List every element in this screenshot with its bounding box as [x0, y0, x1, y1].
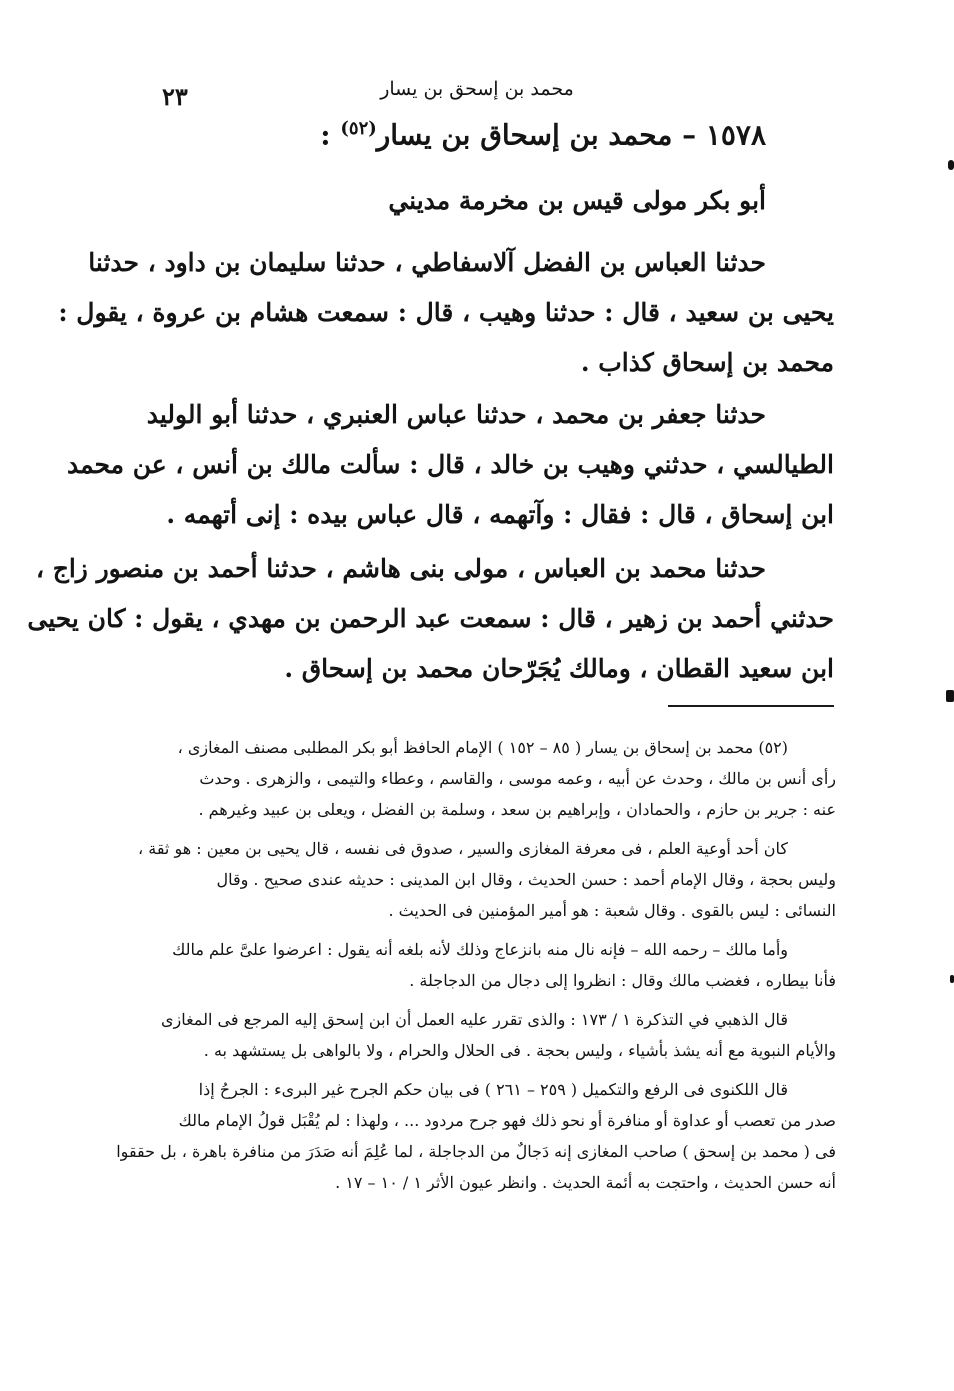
text-line: حدثني أحمد بن زهير ، قال : سمعت عبد الرحمن بن مهدي ، يقول : كان يحيى: [27, 604, 834, 633]
footnotes-section: [118, 732, 836, 1206]
entry-number: ١٥٧٨: [705, 118, 766, 152]
text-line: الطيالسي ، حدثني وهيب بن خالد ، قال : سألت مالك بن أنس ، عن محمد: [66, 450, 834, 479]
footnote-line: (٥٢) محمد بن إسحاق بن يسار ( ٨٥ – ١٥٢ ) الإمام الحافظ أبو بكر المطلبى مصنف المغازى ،: [177, 738, 788, 757]
entry-kunya: أبو بكر مولى قيس بن مخرمة مديني: [388, 186, 766, 215]
narration-paragraph: [66, 390, 834, 540]
text-line: محمد بن إسحاق كذاب .: [580, 348, 834, 377]
header-title: محمد بن إسحق بن يسار: [380, 78, 574, 100]
footnote-line: عنه : جرير بن حازم ، والحمادان ، وإبراهيم بن سعد ، وسلمة بن الفضل ، ويعلى بن عبيد وغيرهم .: [198, 800, 836, 819]
footnote-paragraph: [118, 833, 836, 926]
footnote-divider: [668, 705, 834, 707]
footnote-paragraph: [118, 732, 836, 825]
text-line: حدثنا جعفر بن محمد ، حدثنا عباس العنبري ، حدثنا أبو الوليد: [146, 400, 766, 429]
footnote-line: رأى أنس بن مالك ، وحدث عن أبيه ، وعمه موسى ، والقاسم ، وعطاء والتيمى ، والزهرى . وحدث: [199, 769, 836, 788]
footnote-line: قال الذهبي في التذكرة ١ / ١٧٣ : والذى تقرر عليه العمل أن ابن إسحق إليه المرجع فى المغازى: [161, 1010, 788, 1029]
entry-dash: –: [682, 118, 697, 152]
footnote-line: كان أحد أوعية العلم ، فى معرفة المغازى والسير ، صدوق فى نفسه ، قال يحيى بن معين : هو ثقة ،: [137, 839, 788, 858]
narration-paragraph: [58, 238, 834, 388]
text-line: ابن إسحاق ، قال : فقال : وآتهمه ، قال عباس بيده : إنى أتهمه .: [166, 500, 834, 529]
footnote-paragraph: [118, 934, 836, 996]
running-header: [120, 78, 834, 111]
footnote-line: قال اللكنوى فى الرفع والتكميل ( ٢٥٩ – ٢٦١ ) فى بيان حكم الجرح غير البرىء : الجرحُ إذا: [198, 1080, 788, 1099]
footnote-line: وليس بحجة ، وقال الإمام أحمد : حسن الحديث ، وقال ابن المدينى : حديثه عندى صحيح . وقال: [216, 870, 836, 889]
footnote-line: فأنا بيطاره ، فغضب مالك وقال : انظروا إلى دجال من الدجاجلة .: [409, 971, 836, 990]
footnote-paragraph: [118, 1004, 836, 1066]
scan-margin-mark: [946, 690, 954, 702]
footnote-line: النسائى : ليس بالقوى . وقال شعبة : هو أمير المؤمنين فى الحديث .: [388, 901, 836, 920]
text-line: يحيى بن سعيد ، قال : حدثنا وهيب ، قال : سمعت هشام بن عروة ، يقول :: [58, 298, 834, 327]
footnote-reference: (٥٢): [340, 118, 377, 139]
footnote-line: أنه حسن الحديث ، واحتجت به أئمة الحديث . وانظر عيون الأثر ١ / ١٠ – ١٧ .: [335, 1173, 836, 1192]
entry-colon: :: [320, 118, 331, 152]
footnote-line: فى ( محمد بن إسحق ) صاحب المغازى إنه دَجالٌ من الدجاجلة ، لما عُلِمَ أنه صَدَرَ من منافرة باهرة ، بل حققوا: [116, 1142, 836, 1161]
entry-heading: [320, 118, 766, 151]
text-line: حدثنا محمد بن العباس ، مولى بنى هاشم ، حدثنا أحمد بن منصور زاج ،: [35, 554, 766, 583]
footnote-line: وأما مالك – رحمه الله – فإنه نال منه بانزعاج وذلك لأنه بلغه أنه يقول : اعرضوا علىَّ علم مالك: [172, 940, 788, 959]
footnote-paragraph: [118, 1074, 836, 1198]
footnote-line: صدر من تعصب أو عداوة أو منافرة أو نحو ذلك فهو جرح مردود ... ، ولهذا : لم يُقْبَل قولُ الإمام مالك: [178, 1111, 836, 1130]
text-line: حدثنا العباس بن الفضل آلاسفاطي ، حدثنا سليمان بن داود ، حدثنا: [88, 248, 766, 277]
text-line: ابن سعيد القطان ، ومالك يُجَرّحان محمد بن إسحاق .: [284, 654, 834, 683]
scan-margin-mark: [948, 160, 954, 170]
entry-name: محمد بن إسحاق بن يسار: [376, 118, 673, 152]
scan-margin-mark: [950, 975, 954, 983]
page-number: ٢٣: [162, 82, 188, 111]
narration-paragraph: [27, 544, 834, 694]
footnote-line: والأيام النبوية مع أنه يشذ بأشياء ، وليس بحجة . فى الحلال والحرام ، ولا بالواهى بل يستشهد به .: [203, 1041, 836, 1060]
